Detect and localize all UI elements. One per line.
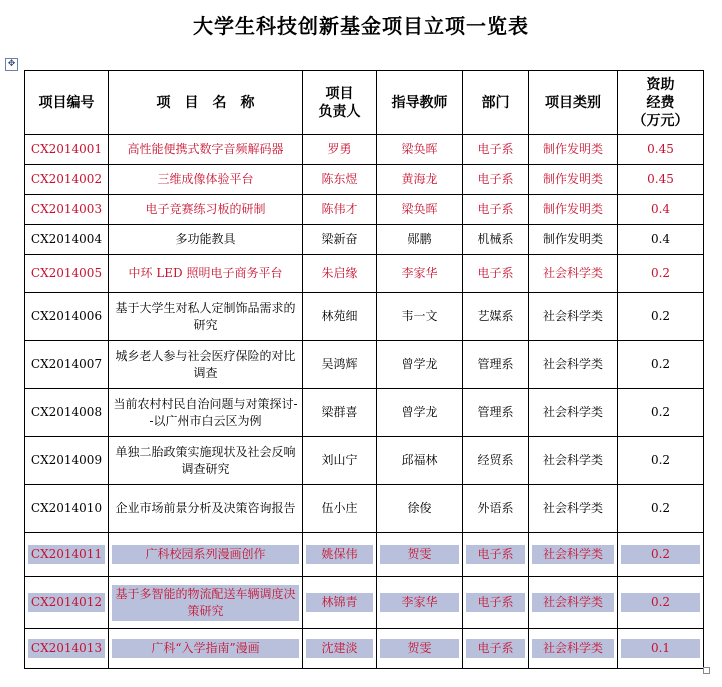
cell-name-text: 三维成像体验平台	[157, 172, 254, 186]
cell-id-text: CX2014002	[30, 172, 103, 186]
cell-id[interactable]	[25, 577, 109, 629]
cell-leader-text: 陈东煜	[321, 172, 358, 186]
cell-teacher[interactable]	[377, 629, 463, 669]
cell-name[interactable]	[109, 437, 303, 485]
header-category: 项目类别	[529, 71, 618, 135]
cell-name[interactable]	[109, 533, 303, 577]
cell-id[interactable]	[25, 135, 109, 165]
cell-dept-text: 管理系	[477, 405, 514, 419]
cell-dept[interactable]	[463, 485, 529, 533]
cell-teacher[interactable]	[377, 389, 463, 437]
cell-teacher-text: 曾学龙	[401, 357, 438, 371]
cell-id-text: CX2014013	[28, 639, 105, 658]
cell-dept-text: 艺媒系	[477, 309, 514, 323]
cell-name-text: 当前农村村民自治问题与对策探讨--以广州市白云区为例	[113, 396, 298, 428]
cell-fund[interactable]	[618, 255, 704, 293]
cell-dept[interactable]	[463, 577, 529, 629]
cell-teacher-text: 李家华	[401, 266, 438, 280]
cell-name[interactable]	[109, 293, 303, 341]
header-fund-line-1: 资助	[646, 76, 675, 93]
cell-fund-text: 0.2	[621, 545, 700, 564]
cell-dept-text: 电子系	[477, 266, 514, 280]
cell-dept-text: 机械系	[477, 232, 514, 246]
cell-fund-text: 0.4	[650, 232, 671, 246]
cell-teacher-text: 梁奂晖	[401, 142, 438, 156]
cell-name-text: 城乡老人参与社会医疗保险的对比调查	[115, 348, 296, 380]
cell-id-text: CX2014006	[30, 309, 103, 323]
cell-name[interactable]	[109, 389, 303, 437]
cell-fund[interactable]	[618, 389, 704, 437]
cell-category-text: 社会科学类	[542, 405, 603, 419]
cell-teacher-text: 黄海龙	[401, 172, 438, 186]
project-table	[24, 70, 704, 669]
cell-teacher[interactable]	[377, 135, 463, 165]
header-fund-line-2: 经费	[646, 94, 675, 111]
cell-category-text: 社会科学类	[532, 593, 614, 612]
table-row	[25, 629, 704, 669]
cell-category-text: 制作发明类	[542, 232, 603, 246]
table-row	[25, 135, 704, 165]
table-row	[25, 437, 704, 485]
cell-category-text: 社会科学类	[542, 453, 603, 467]
cell-leader-text: 林苑细	[321, 309, 358, 323]
cell-id[interactable]	[25, 437, 109, 485]
cell-dept-text: 电子系	[466, 593, 525, 612]
cell-category-text: 制作发明类	[542, 202, 603, 216]
header-dept: 部门	[463, 71, 529, 135]
cell-id-text: CX2014008	[30, 405, 103, 419]
cell-leader-text: 罗勇	[327, 142, 352, 156]
cell-leader[interactable]	[303, 255, 377, 293]
cell-fund-text: 0.2	[621, 593, 700, 612]
cell-name-text: 高性能便携式数字音频解码器	[127, 142, 284, 156]
cell-leader[interactable]	[303, 629, 377, 669]
cell-id-text: CX2014012	[28, 593, 105, 612]
cell-leader[interactable]	[303, 195, 377, 225]
cell-id-text: CX2014009	[30, 453, 103, 467]
cell-dept[interactable]	[463, 437, 529, 485]
cell-leader[interactable]	[303, 135, 377, 165]
cell-name-text: 电子竞赛练习板的研制	[145, 202, 266, 216]
cell-dept-text: 电子系	[477, 142, 514, 156]
cell-dept-text: 经贸系	[477, 453, 514, 467]
cell-leader-text: 刘山宁	[321, 453, 358, 467]
cell-name-text: 多功能教具	[175, 232, 236, 246]
cell-leader[interactable]	[303, 437, 377, 485]
cell-dept[interactable]	[463, 533, 529, 577]
cell-fund-text: 0.4	[650, 202, 671, 216]
table-header-row	[25, 71, 704, 135]
cell-fund[interactable]	[618, 577, 704, 629]
cell-leader-text: 梁群喜	[321, 405, 358, 419]
cell-teacher[interactable]	[377, 165, 463, 195]
cell-category-text: 制作发明类	[542, 172, 603, 186]
cell-name[interactable]	[109, 341, 303, 389]
cell-name-text: 基于多智能的物流配送车辆调度决策研究	[112, 585, 299, 621]
cell-name-text: 广科校园系列漫画创作	[112, 545, 299, 564]
cell-teacher-text: 徐俊	[407, 501, 432, 515]
cell-dept[interactable]	[463, 165, 529, 195]
cell-leader-text: 陈伟才	[321, 202, 358, 216]
cell-name-text: 中环 LED 照明电子商务平台	[128, 266, 283, 280]
cell-category-text: 社会科学类	[542, 357, 603, 371]
cell-fund[interactable]	[618, 437, 704, 485]
cell-dept-text: 电子系	[466, 545, 525, 564]
header-name: 项 目 名 称	[109, 71, 303, 135]
cell-id[interactable]	[25, 341, 109, 389]
cell-name-text: 基于大学生对私人定制饰品需求的研究	[115, 300, 296, 332]
cell-category-text: 社会科学类	[532, 545, 614, 564]
cell-leader-text: 伍小庄	[321, 501, 358, 515]
table-row	[25, 293, 704, 341]
cell-dept[interactable]	[463, 293, 529, 341]
cell-fund[interactable]	[618, 533, 704, 577]
header-fund-line-3: （万元）	[632, 112, 689, 129]
cell-name-text: 广科“入学指南”漫画	[112, 639, 299, 658]
cell-id-text: CX2014005	[30, 266, 103, 280]
table-row	[25, 389, 704, 437]
cell-fund[interactable]	[618, 225, 704, 255]
cell-leader[interactable]	[303, 533, 377, 577]
cell-dept[interactable]	[463, 341, 529, 389]
cell-leader-text: 林锦青	[306, 593, 373, 612]
cell-category[interactable]	[529, 629, 618, 669]
cell-dept[interactable]	[463, 629, 529, 669]
cell-fund[interactable]	[618, 135, 704, 165]
cell-fund[interactable]	[618, 629, 704, 669]
cell-fund[interactable]	[618, 195, 704, 225]
cell-fund-text: 0.2	[650, 266, 671, 280]
cell-leader-text: 沈建淡	[306, 639, 373, 658]
cell-category[interactable]	[529, 485, 618, 533]
cell-leader[interactable]	[303, 293, 377, 341]
cell-id[interactable]	[25, 255, 109, 293]
table-row	[25, 577, 704, 629]
cell-teacher[interactable]	[377, 225, 463, 255]
cell-dept[interactable]	[463, 225, 529, 255]
cell-dept[interactable]	[463, 195, 529, 225]
table-row	[25, 533, 704, 577]
cell-teacher-text: 李家华	[380, 593, 459, 612]
cell-fund-text: 0.2	[650, 309, 671, 323]
cell-dept[interactable]	[463, 255, 529, 293]
cell-fund-text: 0.1	[621, 639, 700, 658]
cell-teacher-text: 邱福林	[401, 453, 438, 467]
cell-category[interactable]	[529, 255, 618, 293]
cell-category-text: 社会科学类	[532, 639, 614, 658]
cell-teacher[interactable]	[377, 533, 463, 577]
header-leader-line-1: 项目	[325, 85, 354, 102]
page-title: 大学生科技创新基金项目立项一览表	[193, 14, 529, 38]
cell-leader[interactable]	[303, 225, 377, 255]
table-move-handle-icon[interactable]: ✥	[5, 58, 18, 71]
cell-name[interactable]	[109, 485, 303, 533]
table-row	[25, 485, 704, 533]
cell-id[interactable]	[25, 389, 109, 437]
cell-dept-text: 电子系	[477, 172, 514, 186]
cell-dept-text: 管理系	[477, 357, 514, 371]
cell-fund-text: 0.2	[650, 405, 671, 419]
cell-id[interactable]	[25, 225, 109, 255]
cell-fund[interactable]	[618, 341, 704, 389]
cell-name[interactable]	[109, 225, 303, 255]
cell-name[interactable]	[109, 165, 303, 195]
cell-category[interactable]	[529, 389, 618, 437]
cell-id[interactable]	[25, 293, 109, 341]
cell-teacher[interactable]	[377, 341, 463, 389]
header-id: 项目编号	[25, 71, 109, 135]
cell-name-text: 单独二胎政策实施现状及社会反响调查研究	[115, 444, 296, 476]
cell-dept[interactable]	[463, 135, 529, 165]
cell-teacher[interactable]	[377, 195, 463, 225]
cell-category-text: 社会科学类	[542, 501, 603, 515]
cell-id-text: CX2014003	[30, 202, 103, 216]
cell-leader-text: 姚保伟	[306, 545, 373, 564]
cell-name[interactable]	[109, 135, 303, 165]
cell-category[interactable]	[529, 577, 618, 629]
cell-category[interactable]	[529, 293, 618, 341]
cell-category[interactable]	[529, 135, 618, 165]
cell-dept-text: 电子系	[466, 639, 525, 658]
cell-fund[interactable]	[618, 485, 704, 533]
cell-category[interactable]	[529, 533, 618, 577]
cell-id[interactable]	[25, 195, 109, 225]
cell-id[interactable]	[25, 165, 109, 195]
cell-teacher[interactable]	[377, 577, 463, 629]
cell-leader-text: 朱启缘	[321, 266, 358, 280]
cell-teacher-text: 曾学龙	[401, 405, 438, 419]
cell-fund-text: 0.2	[650, 357, 671, 371]
cell-fund-text: 0.45	[647, 142, 674, 156]
cell-id-text: CX2014001	[30, 142, 103, 156]
header-leader-line-2: 负责人	[318, 103, 361, 120]
cell-category[interactable]	[529, 165, 618, 195]
cell-id-text: CX2014004	[30, 232, 103, 246]
cell-leader[interactable]	[303, 389, 377, 437]
cell-teacher[interactable]	[377, 255, 463, 293]
cell-id[interactable]	[25, 485, 109, 533]
table-row	[25, 225, 704, 255]
cell-name[interactable]	[109, 577, 303, 629]
cell-name[interactable]	[109, 255, 303, 293]
cell-leader[interactable]	[303, 165, 377, 195]
cell-id[interactable]	[25, 533, 109, 577]
cell-category-text: 制作发明类	[542, 142, 603, 156]
cell-id-text: CX2014010	[30, 501, 103, 515]
table-row	[25, 165, 704, 195]
cell-teacher[interactable]	[377, 293, 463, 341]
cell-leader[interactable]	[303, 577, 377, 629]
header-leader	[303, 71, 377, 135]
cell-leader[interactable]	[303, 341, 377, 389]
cell-teacher-text: 韦一文	[401, 309, 438, 323]
header-teacher: 指导教师	[377, 71, 463, 135]
cell-dept-text: 外语系	[477, 501, 514, 515]
cell-category-text: 社会科学类	[542, 266, 603, 280]
table-row	[25, 255, 704, 293]
cell-category[interactable]	[529, 225, 618, 255]
table-resize-handle[interactable]	[703, 667, 710, 674]
cell-fund[interactable]	[618, 293, 704, 341]
cell-dept-text: 电子系	[477, 202, 514, 216]
table-row	[25, 195, 704, 225]
cell-teacher-text: 贺雯	[380, 639, 459, 658]
cell-leader-text: 吴鸿辉	[321, 357, 358, 371]
cell-name[interactable]	[109, 629, 303, 669]
cell-id-text: CX2014007	[30, 357, 103, 371]
cell-leader[interactable]	[303, 485, 377, 533]
cell-category[interactable]	[529, 437, 618, 485]
cell-category[interactable]	[529, 195, 618, 225]
cell-fund-text: 0.2	[650, 501, 671, 515]
cell-fund-text: 0.45	[647, 172, 674, 186]
header-fund	[618, 71, 704, 135]
cell-category[interactable]	[529, 341, 618, 389]
cell-name-text: 企业市场前景分析及决策咨询报告	[115, 501, 296, 515]
cell-fund-text: 0.2	[650, 453, 671, 467]
cell-fund[interactable]	[618, 165, 704, 195]
cell-teacher-text: 贺雯	[380, 545, 459, 564]
cell-teacher[interactable]	[377, 485, 463, 533]
cell-id[interactable]	[25, 629, 109, 669]
cell-teacher-text: 郧鹏	[407, 232, 432, 246]
cell-dept[interactable]	[463, 389, 529, 437]
cell-teacher[interactable]	[377, 437, 463, 485]
cell-category-text: 社会科学类	[542, 309, 603, 323]
cell-leader-text: 梁新奋	[321, 232, 358, 246]
cell-id-text: CX2014011	[28, 545, 105, 564]
table-row	[25, 341, 704, 389]
cell-name[interactable]	[109, 195, 303, 225]
cell-teacher-text: 梁奂晖	[401, 202, 438, 216]
